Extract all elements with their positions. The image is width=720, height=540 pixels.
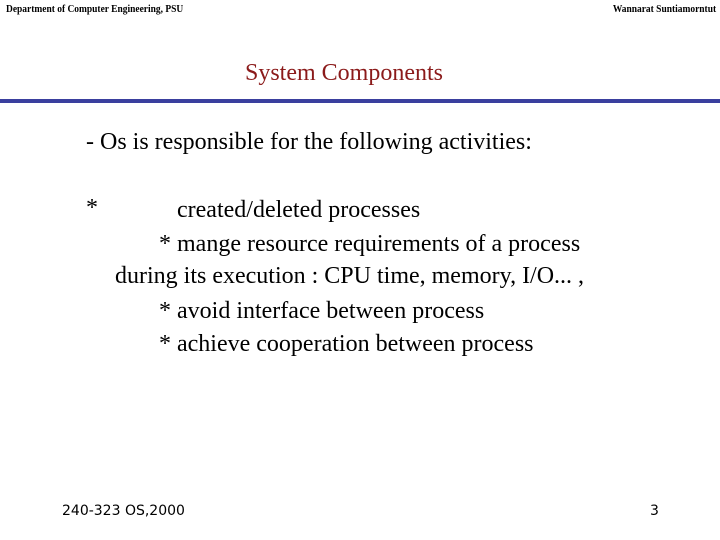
title-divider — [0, 99, 720, 103]
intro-line: - Os is responsible for the following activities: — [86, 129, 532, 155]
bullet-marker: * — [86, 195, 98, 221]
header-author: Wannarat Suntiamorntut — [612, 3, 716, 15]
slide-title: System Components — [244, 60, 443, 86]
bullet-line-3: during its execution : CPU time, memory, I/O... , — [115, 263, 585, 289]
header-department: Department of Computer Engineering, PSU — [6, 3, 184, 15]
bullet-line-5: * achieve cooperation between process — [159, 331, 534, 357]
footer-page-number: 3 — [650, 503, 659, 519]
bullet-line-4: * avoid interface between process — [159, 298, 485, 324]
bullet-line-2: * mange resource requirements of a process — [159, 231, 581, 257]
footer-course: 240-323 OS,2000 — [62, 503, 185, 519]
bullet-line-1: created/deleted processes — [177, 197, 421, 223]
